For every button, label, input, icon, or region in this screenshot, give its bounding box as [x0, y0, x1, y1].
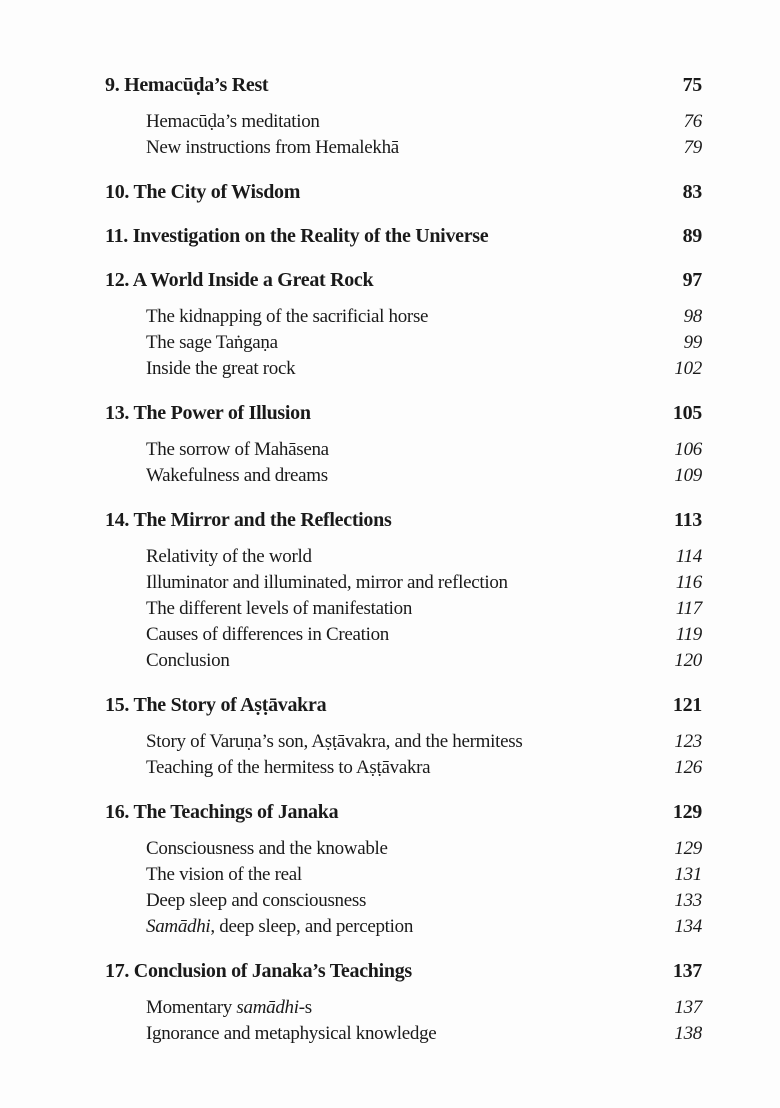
toc-chapter: [105, 958, 702, 1047]
chapter-title: 15. The Story of Aṣṭāvakra: [105, 693, 327, 716]
section-list: [105, 836, 702, 940]
chapter-page-number: 83: [682, 180, 702, 203]
section-entry[interactable]: [105, 622, 702, 648]
chapter-page-number: 89: [682, 224, 702, 247]
chapter-heading[interactable]: [105, 692, 702, 718]
chapter-title: 13. The Power of Illusion: [105, 401, 311, 424]
section-title: New instructions from Hemalekhā: [146, 137, 399, 158]
section-title: Illuminator and illuminated, mirror and reflection: [146, 572, 508, 593]
section-entry[interactable]: [105, 570, 702, 596]
section-title: Teaching of the hermitess to Aṣṭāvakra: [146, 757, 431, 778]
section-title: Momentary samādhi-s: [146, 997, 312, 1018]
section-title: The sage Taṅgaṇa: [146, 332, 278, 353]
chapter-title: 12. A World Inside a Great Rock: [105, 268, 374, 291]
section-title: The vision of the real: [146, 864, 302, 885]
section-list: [105, 995, 702, 1047]
toc-chapter: [105, 179, 702, 205]
section-entry[interactable]: [105, 437, 702, 463]
section-title: The sorrow of Mahāsena: [146, 439, 329, 460]
section-page-number: 120: [674, 650, 702, 671]
chapter-title: 17. Conclusion of Janaka’s Teachings: [105, 959, 412, 982]
section-title: Relativity of the world: [146, 546, 312, 567]
section-page-number: 114: [675, 546, 702, 567]
toc-chapter: [105, 507, 702, 674]
chapter-heading[interactable]: [105, 799, 702, 825]
section-entry[interactable]: [105, 862, 702, 888]
section-page-number: 99: [683, 332, 702, 353]
chapter-page-number: 137: [672, 959, 702, 982]
section-entry[interactable]: [105, 755, 702, 781]
toc-chapter: [105, 223, 702, 249]
section-entry[interactable]: [105, 109, 702, 135]
section-page-number: 76: [683, 111, 702, 132]
section-entry[interactable]: [105, 330, 702, 356]
section-entry[interactable]: [105, 995, 702, 1021]
chapter-heading[interactable]: [105, 179, 702, 205]
section-entry[interactable]: [105, 596, 702, 622]
section-entry[interactable]: [105, 304, 702, 330]
chapter-heading[interactable]: [105, 72, 702, 98]
chapter-title: 10. The City of Wisdom: [105, 180, 301, 203]
section-list: [105, 729, 702, 781]
section-page-number: 123: [674, 731, 702, 752]
section-page-number: 137: [674, 997, 702, 1018]
italic-term: samādhi: [236, 997, 299, 1018]
section-title: The kidnapping of the sacrificial horse: [146, 306, 429, 327]
chapter-page-number: 97: [682, 268, 702, 291]
chapter-heading[interactable]: [105, 507, 702, 533]
chapter-heading[interactable]: [105, 267, 702, 293]
chapter-page-number: 129: [672, 800, 702, 823]
section-page-number: 134: [674, 916, 702, 937]
section-entry[interactable]: [105, 648, 702, 674]
section-entry[interactable]: [105, 356, 702, 382]
section-page-number: 117: [675, 598, 702, 619]
section-title: Ignorance and metaphysical knowledge: [146, 1023, 437, 1044]
section-page-number: 131: [674, 864, 702, 885]
section-page-number: 138: [674, 1023, 702, 1044]
section-page-number: 79: [683, 137, 702, 158]
chapter-heading[interactable]: [105, 223, 702, 249]
toc-chapter: [105, 72, 702, 161]
section-title: Causes of differences in Creation: [146, 624, 390, 645]
section-page-number: 106: [674, 439, 702, 460]
section-page-number: 116: [675, 572, 702, 593]
chapter-title: 9. Hemacūḍa’s Rest: [105, 73, 269, 96]
section-title: Wakefulness and dreams: [146, 465, 328, 486]
section-entry[interactable]: [105, 463, 702, 489]
section-title: Consciousness and the knowable: [146, 838, 388, 859]
section-page-number: 109: [674, 465, 702, 486]
toc-chapter: [105, 692, 702, 781]
chapter-heading[interactable]: [105, 958, 702, 984]
section-list: [105, 437, 702, 489]
section-entry[interactable]: [105, 888, 702, 914]
section-entry[interactable]: [105, 544, 702, 570]
toc-chapter: [105, 267, 702, 382]
section-page-number: 98: [683, 306, 702, 327]
table-of-contents: [105, 72, 702, 1047]
section-entry[interactable]: [105, 135, 702, 161]
section-page-number: 119: [675, 624, 702, 645]
section-title: Story of Varuṇa’s son, Aṣṭāvakra, and the hermitess: [146, 731, 523, 752]
section-page-number: 126: [674, 757, 702, 778]
section-entry[interactable]: [105, 729, 702, 755]
chapter-page-number: 75: [682, 73, 702, 96]
chapter-title: 16. The Teachings of Janaka: [105, 800, 339, 823]
chapter-title: 11. Investigation on the Reality of the Universe: [105, 224, 489, 247]
section-list: [105, 544, 702, 674]
italic-term: Samādhi: [146, 916, 211, 937]
section-title: The different levels of manifestation: [146, 598, 413, 619]
chapter-page-number: 113: [674, 508, 702, 531]
section-page-number: 133: [674, 890, 702, 911]
chapter-page-number: 105: [672, 401, 702, 424]
section-entry[interactable]: [105, 1021, 702, 1047]
section-list: [105, 304, 702, 382]
chapter-page-number: 121: [672, 693, 702, 716]
section-entry[interactable]: [105, 836, 702, 862]
section-page-number: 129: [674, 838, 702, 859]
section-title: Samādhi, deep sleep, and perception: [146, 916, 414, 937]
chapter-heading[interactable]: [105, 400, 702, 426]
section-title: Deep sleep and consciousness: [146, 890, 367, 911]
toc-chapter: [105, 400, 702, 489]
chapter-title: 14. The Mirror and the Reflections: [105, 508, 392, 531]
section-page-number: 102: [674, 358, 702, 379]
toc-chapter: [105, 799, 702, 940]
section-title: Conclusion: [146, 650, 230, 671]
section-title: Inside the great rock: [146, 358, 296, 379]
section-entry[interactable]: [105, 914, 702, 940]
section-title: Hemacūḍa’s meditation: [146, 111, 320, 132]
section-list: [105, 109, 702, 161]
